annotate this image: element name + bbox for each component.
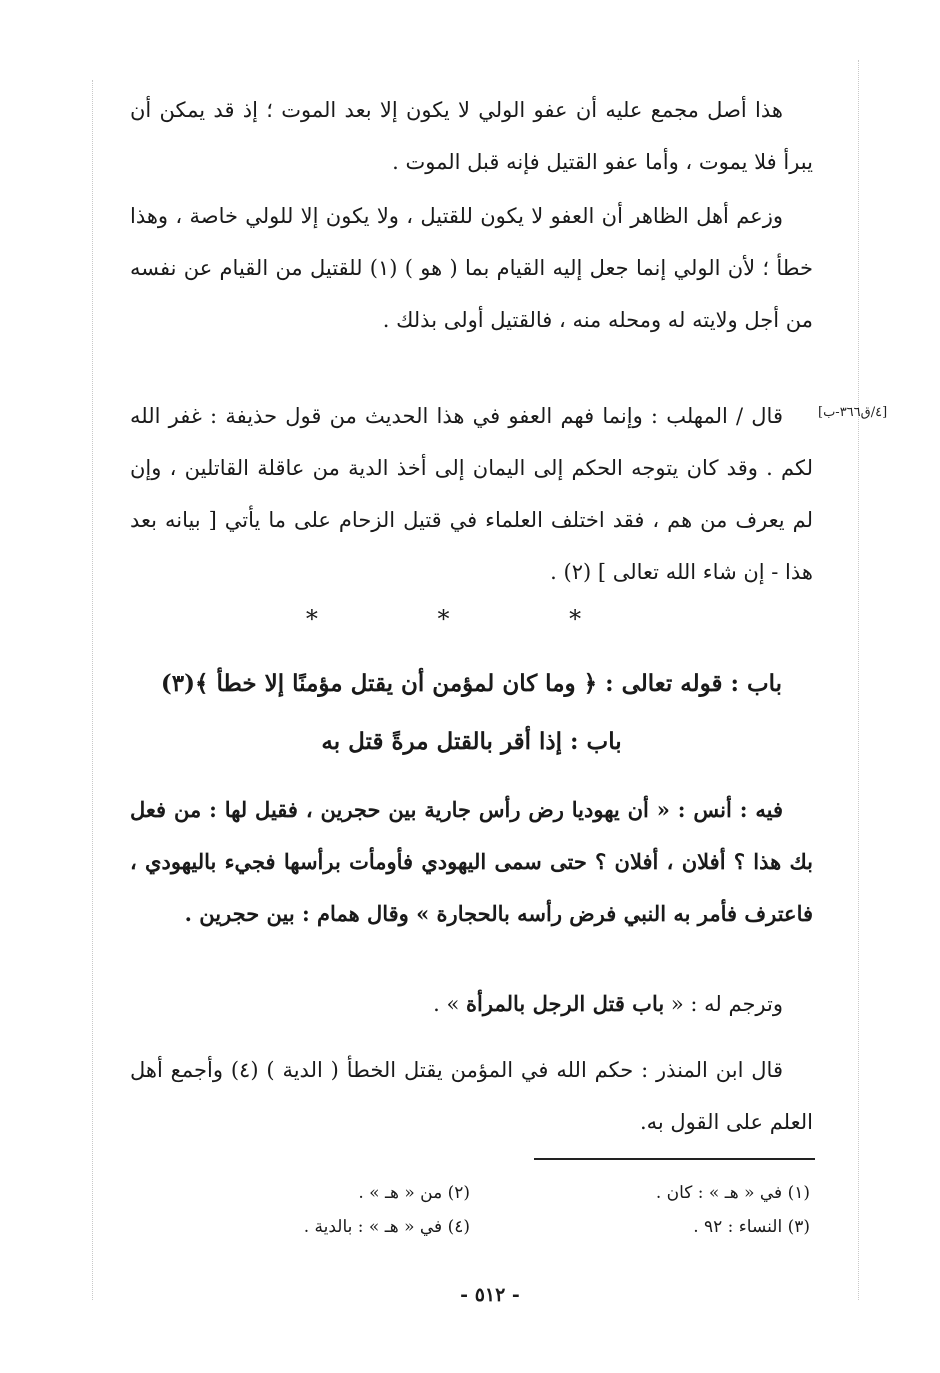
hadith-text: فيه : أنس : « أن يهوديا رض رأس جارية بين حجرين ، فقيل لها : من فعل بك هذا ؟ أفلان ، أفلان ؟ حتى سمى اليهودي فأومأت برأسها فجيء باليهودي ، فاعترف فأمر به النبي فرض رأسه بالحجارة » وقال همام : بين حجرين .: [130, 797, 813, 926]
chapter-heading-1: باب : قوله تعالى : ﴿ وما كان لمؤمن أن يقتل مؤمنًا إلا خطأ ﴾(٣): [160, 670, 783, 697]
paragraph-3: [130, 390, 813, 598]
section-separator: * * *: [305, 605, 638, 633]
footnote-1: (١) في « هـ » : كان .: [655, 1183, 810, 1203]
hadith-paragraph: [130, 784, 813, 940]
scan-artifact-line: [858, 60, 859, 1300]
manuscript-folio-reference: [٤/ق٣٦٦-ب]: [818, 405, 888, 420]
chapter-heading-2: باب : إذا أقر بالقتل مرةً قتل به: [321, 728, 622, 755]
paragraph-2: [130, 190, 813, 346]
translation-suffix: » .: [433, 992, 467, 1016]
translation-text: [130, 978, 813, 1030]
paragraph-1: [130, 84, 813, 188]
paragraph-3-text: قال / المهلب : وإنما فهم العفو في هذا الحديث من قول حذيفة : غفر الله لكم . وقد كان يتوجه الحكم إلى اليمان إلى أخذ الدية من عاقلة القاتلين ، وإن لم يعرف من هم ، فقد اختلف العلماء في قتيل الزحام على ما يأتي [ بيانه بعد هذا - إن شاء الله تعالى ] (٢) .: [130, 404, 813, 584]
paragraph-1-text: هذا أصل مجمع عليه أن عفو الولي لا يكون إلا بعد الموت ؛ إذ قد يمكن أن يبرأ فلا يموت ، وأما عفو القتيل فإنه قبل الموت .: [130, 98, 813, 174]
footnote-4: (٤) في « هـ » : بالدية .: [303, 1217, 470, 1237]
footnote-divider: [534, 1158, 815, 1160]
footnote-3: (٣) النساء : ٩٢ .: [693, 1217, 810, 1237]
footnote-2: (٢) من « هـ » .: [358, 1183, 470, 1203]
paragraph-4-text: قال ابن المنذر : حكم الله في المؤمن يقتل الخطأ ( الدية ) (٤) وأجمع أهل العلم على القول به.: [130, 1058, 813, 1134]
page-number: - ٥١٢ -: [460, 1284, 520, 1306]
paragraph-2-text: وزعم أهل الظاهر أن العفو لا يكون للقتيل ، ولا يكون إلا للولي خاصة ، وهذا خطأ ؛ لأن الولي إنما جعل إليه القيام بما ( هو ) (١) للقتيل من القيام عن نفسه من أجل ولايته له ومحله منه ، فالقتيل أولى بذلك .: [130, 204, 813, 332]
translation-chapter-title: باب قتل الرجل بالمرأة: [466, 991, 665, 1016]
scan-artifact-line: [92, 80, 93, 1300]
paragraph-4: [130, 1044, 813, 1148]
translation-line: [130, 978, 813, 1030]
translation-prefix: وترجم له : «: [664, 992, 783, 1016]
